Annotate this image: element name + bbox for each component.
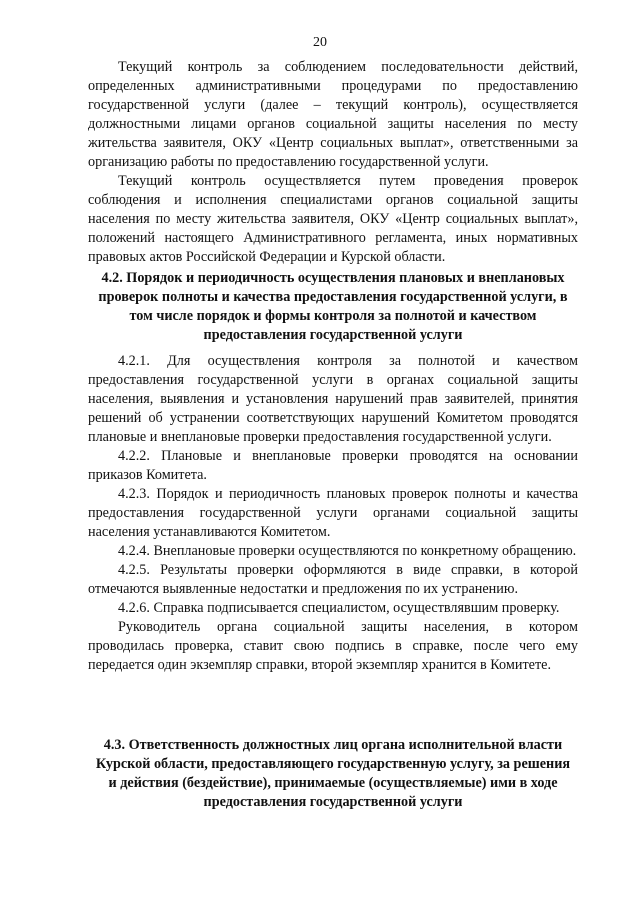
paragraph-current-control-definition: Текущий контроль за соблюдением последовательности действий, определенных административными процедурами по предоставлению государственной услуги (далее – текущий контроль), осуществляется должностными лицами органов социальной защиты населения по месту жительства заявителя, ОКУ «Центр социальных выплат», ответственными за организацию работы по предоставлению государственной услуги. xyxy=(88,59,578,170)
intro-block xyxy=(88,58,578,267)
paragraph-4-2-3: 4.2.3. Порядок и периодичность плановых проверок полноты и качества предоставления государственной услуги органами социальной защиты населения устанавливаются Комитетом. xyxy=(88,486,578,540)
paragraph-4-2-1: 4.2.1. Для осуществления контроля за полнотой и качеством предоставления государственной услуги в органах социальной защиты населения, выявления и установления нарушений прав заявителей, принятия решений об устранении соответствующих нарушений Комитетом проводятся плановые и внеплановые проверки предоставления государственной услуги. xyxy=(88,353,578,445)
section-4-3-title: 4.3. Ответственность должностных лиц органа исполнительной власти Курской области, предоставляющего государственную услугу, за решения и действия (бездействие), принимаемые (осуществляемые) ими в ходе предоставления государственной услуги xyxy=(95,737,571,810)
section-4-2-body xyxy=(88,352,578,675)
page-number: 20 xyxy=(313,35,327,50)
paragraph-4-2-6: 4.2.6. Справка подписывается специалистом, осуществлявшим проверку. xyxy=(118,600,560,616)
section-4-2-heading-block xyxy=(95,269,571,345)
paragraph-head-signature: Руководитель органа социальной защиты населения, в котором проводилась проверка, ставит свою подпись в справке, после чего ему передается один экземпляр справки, второй экземпляр хранится в Комитете. xyxy=(88,619,578,673)
section-4-2-title: 4.2. Порядок и периодичность осуществления плановых и внеплановых проверок полноты и качества предоставления государственной услуги, в том числе порядок и формы контроля за полнотой и качеством предоставления государственной услуги xyxy=(98,270,568,343)
section-4-3-heading-block xyxy=(95,736,571,812)
paragraph-current-control-method: Текущий контроль осуществляется путем проведения проверок соблюдения и исполнения специалистами органов социальной защиты населения по месту жительства заявителя, ОКУ «Центр социальных выплат», положений настоящего Административного регламента, иных нормативных правовых актов Российской Федерации и Курской области. xyxy=(88,173,578,265)
paragraph-4-2-4: 4.2.4. Внеплановые проверки осуществляются по конкретному обращению. xyxy=(118,543,577,559)
paragraph-4-2-5: 4.2.5. Результаты проверки оформляются в виде справки, в которой отмечаются выявленные недостатки и предложения по их устранению. xyxy=(88,562,578,597)
paragraph-4-2-2: 4.2.2. Плановые и внеплановые проверки проводятся на основании приказов Комитета. xyxy=(88,448,578,483)
